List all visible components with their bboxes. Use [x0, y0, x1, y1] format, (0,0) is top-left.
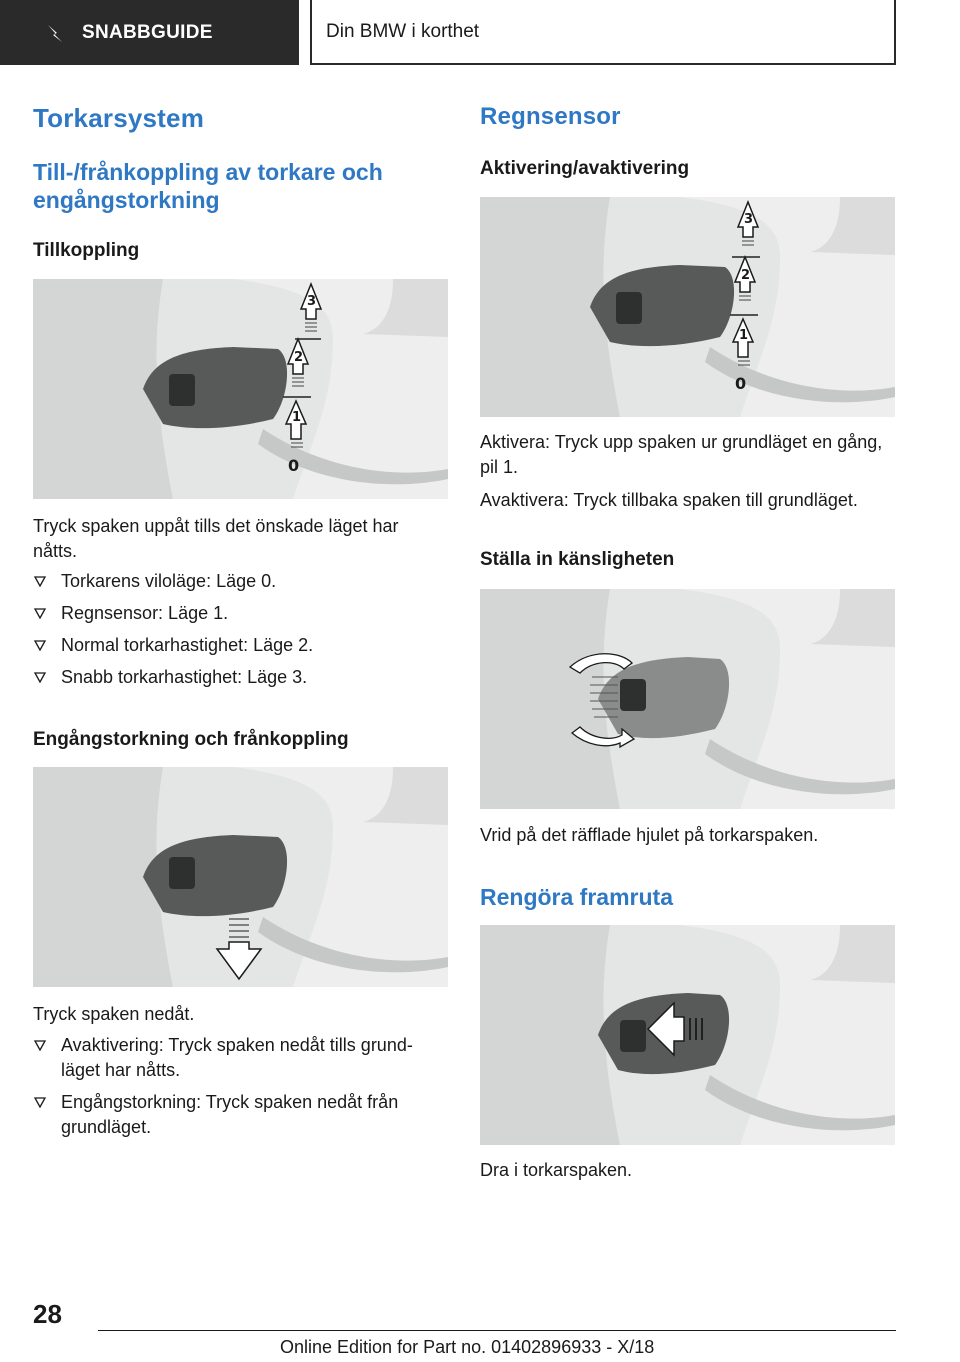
triangle-bullet-icon: [33, 569, 47, 594]
position-label-2: 2: [741, 268, 751, 283]
position-label-0: 0: [288, 456, 300, 475]
pull-lever-figure: [480, 925, 895, 1145]
section-tab[interactable]: [310, 0, 896, 65]
list-item: Regnsensor: Läge 1.: [33, 601, 443, 626]
chapter-tab-label: SNABBGUIDE: [82, 21, 213, 43]
wiper-lever-up-figure: [33, 279, 448, 499]
rengora-title: Rengöra framruta: [480, 884, 673, 910]
list-item: Engångstorkning: Tryck spaken nedåt från grundläget.: [33, 1090, 443, 1140]
footer-edition: Online Edition for Part no. 01402896933 - X/18: [280, 1337, 655, 1357]
chapter-tab[interactable]: [0, 0, 299, 65]
wiper-lever-down-figure: [33, 767, 448, 987]
heading-kanslighet: Ställa in känsligheten: [480, 549, 675, 570]
bolt-icon: [44, 22, 66, 44]
rengora-text: Dra i torkarspaken.: [480, 1160, 633, 1180]
triangle-bullet-icon: [33, 665, 47, 690]
heading-tillkoppling: Tillkoppling: [33, 240, 140, 261]
page-title: Torkarsystem: [33, 103, 205, 133]
regnsensor-title: Regnsensor: [480, 103, 621, 130]
triangle-bullet-icon: [33, 601, 47, 626]
aktivera-text: Aktivera: Tryck upp spaken ur grundläget en gång, pil 1.: [480, 432, 883, 477]
position-label-1: 1: [292, 410, 302, 425]
list-item: Normal torkarhastighet: Läge 2.: [33, 633, 443, 658]
list-item: Torkarens viloläge: Läge 0.: [33, 569, 443, 594]
position-label-3: 3: [744, 212, 754, 227]
triangle-bullet-icon: [33, 1090, 47, 1115]
position-label-2: 2: [294, 350, 304, 365]
tillkoppling-text: Tryck spaken uppåt tills det önskade läget har nåtts.: [33, 516, 399, 561]
heading-aktivering: Aktivering/avaktivering: [480, 158, 690, 179]
kanslighet-text: Vrid på det räfflade hjulet på torkarspaken.: [480, 825, 819, 845]
triangle-bullet-icon: [33, 633, 47, 658]
avaktivera-text: Avaktivera: Tryck tillbaka spaken till grundläget.: [480, 490, 858, 510]
engangstorkning-text: Tryck spaken nedåt.: [33, 1004, 195, 1024]
heading-engangstorkning: Engångstorkning och frånkoppling: [33, 729, 349, 750]
position-label-3: 3: [307, 294, 317, 309]
position-label-1: 1: [739, 328, 749, 343]
position-label-0: 0: [735, 374, 747, 393]
list-item: Avaktivering: Tryck spaken nedåt tills grund-läget har nåtts.: [33, 1033, 443, 1083]
footer-divider: [98, 1330, 896, 1331]
section-tab-label: Din BMW i korthet: [326, 20, 480, 42]
list-item: Snabb torkarhastighet: Läge 3.: [33, 665, 443, 690]
page-number: 28: [33, 1299, 62, 1329]
rain-sensor-lever-figure: [480, 197, 895, 417]
sensitivity-wheel-figure: [480, 589, 895, 809]
triangle-bullet-icon: [33, 1033, 47, 1058]
section-subtitle: Till-/frånkoppling av torkare och engångstorkning: [33, 159, 383, 213]
